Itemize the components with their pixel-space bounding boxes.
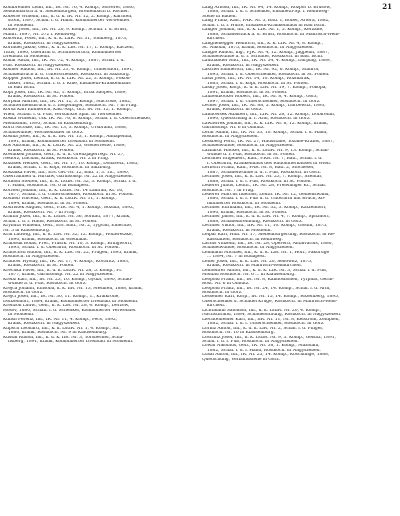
text-line: Schäf. i. d. r. Hüfte, Elisabeth-Krankenhaus in Bad Ischl.: [202, 23, 326, 28]
text-line: Oberrahmen u. Hirdaw, Garnisonsp. Nr. 22 in Nagyszeben.: [3, 175, 133, 180]
page-number: 21: [382, 2, 392, 11]
text-line: 1891, krank, Rostkoch. in St. Pölten.: [207, 90, 288, 95]
text-line: Kos Antonin, Inf., k. k. LstIR. Nr. 25, Wiederreste, 1889,: [3, 144, 126, 149]
text-line: 1883, Schäf. i. d. Kopf, Rostkoch. in St. Pölten.: [207, 81, 309, 86]
text-line: Lasky Josef, Korp., k. u. k. LIR. Nr. 19, 7. Komp., Pokopa,: [202, 86, 327, 91]
text-line: Mahrl. 1897, Nr. 572 i. Rennweg.: [3, 32, 77, 37]
text-line: Koska Wilhelm, Ulk. IR. Nr. 76, 8. Komp., Schaf. i. d. Oberschenkel,: [3, 117, 152, 122]
text-line: Schädelwunde, Rostkoch. in Nagyszeben.: [202, 246, 294, 251]
text-line: Köberle Wlhelm, Inf., k. u. k. IR. Nr. 12, 2. Komp., Kärnten,: [3, 14, 133, 19]
text-line: mbinierter Rostkoch. in Moldenh.: [207, 201, 282, 206]
text-line: Lowai Nikolaus, Gefr., IR. Nr. 38, 1. Komp., Mazolani,: [202, 344, 320, 349]
text-line: Lang Franz, Kan., FAR. Nr. 3, Batl. 1, Böber, Artera, 1882,: [202, 19, 330, 24]
text-line: Moldau Rostkoch. Nr. 6 ... in Klausenburg.: [202, 273, 296, 278]
text-line: Nr. 5 in Klausenburg.: [3, 228, 51, 233]
left-column: [3, 6, 198, 514]
text-line: Koszalka Pavel, Inf., Ers. GR.-Nr. 12, Batl. 1, 3. Tit., 1890,: [3, 170, 130, 175]
text-line: Nächstbrand, 1884, Schädelöffnung, Rostkoch. in Nagyszeben.: [202, 313, 342, 318]
text-line: Lüsal Anton, Inf., IR. Nr. 23, 14. Komp., Koschlinge, 1888,: [202, 353, 330, 358]
text-line: Lechner Viktor, Inf., IIR. Nr. 11, 10. Komp., Olöum, 1875,: [202, 224, 328, 229]
text-line: Schädelbruch a. d. Unterschenkel, Rostkoch. in Salzburg.: [3, 72, 130, 77]
text-line: Kratochvil Rudolf, Inf., k. k. LIR. Nr. 22, Prüged, 1895, krank,: [3, 250, 138, 255]
text-line: kasstaffen, Rostkoch. in Rennweg.: [207, 237, 283, 242]
text-line: Kohler Josef, Inf., IR. Nr. 20, 9. Komp., Schull. i. d. Brust,: [3, 28, 128, 33]
text-line: Lorinz Anton, Inf., k. u. k. LIR. Nr. 2, Schäf. i. d. Finger,: [202, 326, 324, 331]
text-line: Kulish Ferenz, Inf., IR. Nr. 11, 4. Komp., Pécs, 1892,: [3, 317, 118, 322]
text-line: krank, Rostkoch. in Görz.: [207, 108, 263, 113]
text-line: in Moldenh.: [8, 23, 35, 28]
text-line: Rostkoch. Nr. 7 in Prag.: [202, 188, 255, 193]
text-line: Kraffin Jozef, Inf., k. k. LstIR. Nr. 36, Sorkau, 1877, krank,: [3, 215, 131, 220]
text-line: Längle Rudolf, Ing., FJR. Nr. 4, 12. Komp., Jagpenn, 1887,: [202, 50, 330, 55]
text-line: Leintenrer Anton, Inf., k. u. k. LIR. Nr. 3, Schäf. i. d. Fuß,: [202, 268, 328, 273]
text-line: wunde a. d. Fuß, Rostkoch. in Görz.: [8, 282, 87, 287]
text-line: Leopold Franz, Inf., IR. Nr. 8, Kalmoshöhen, Tyrphat, Germ-: [202, 277, 334, 282]
text-line: Lehmann Michael, Inf., k. u. k. LIR. Nr. 1, Hofr., Fakuruge: [202, 250, 330, 255]
text-line: kirchen.: [207, 304, 226, 309]
text-line: Lecker Josef, Inf., IR. Nr. 88, 5. Komp., Darbewitz, 1893,: [202, 103, 326, 108]
text-line: Laszl Josef, Inf., IR. Nr. 14, 10. Komp., Rozmarak,: [202, 77, 311, 82]
text-line: Wien, Schäfl. i. d. Fuß, Verstärkte Spin. In Tierdenner.: [3, 112, 123, 117]
text-line: Kouristek August, Gefr., F.IR. Nr. 4, 1. Komp., Rozina, 1892,: [3, 206, 135, 211]
text-line: Lechner Josef, Inf., k. k. LIR. Nr. 23, 7. Komp., Szentar,: [202, 175, 323, 180]
text-line: 1897, Schäf. i. d. Unterschenkel, Rostkoch. in Görz.: [207, 99, 321, 104]
text-line: Kupsch Leonard, Inf., k. k. LstIR. Nr. 1, 4. Komp., Sa.,: [3, 326, 121, 331]
text-line: 1888, Schädelbrennung, Rostkoch. in Görz.: [207, 219, 303, 224]
text-line: Krejci Josef, Inf., IR. Nr. 30, 11. Komp., 1., Kralkrone,: [3, 295, 120, 300]
text-line: Krenzon Ludw., Gefr., k. k. LIR. Nr. 28, 4. Komp., Derzow,: [3, 304, 130, 309]
text-line: Kussal Rudolf, Inf., k. u. k. IIR. Nr. 3, Torsbecker, Schä-: [3, 335, 124, 340]
text-line: Kraticer Hyolay, Inf., IR. Nr. 17, 4. Komp., Kovaritz, 1883,: [3, 259, 130, 264]
text-line: 1887, Schädelwunde a. d. l. Fuß, Rostkoch. in Görz.: [207, 170, 321, 175]
text-line: stock, 1897, Schaf. i. d. Hand. Kombinierter Verwendet: [8, 19, 130, 24]
text-line: 1890, Quetschung a. r. Arm, Rostkoch. in Görz.: [207, 117, 311, 122]
text-line: Leiter Josef, Inf., k. k. LIR. Nr. 20, Sellowitz, 1875,: [202, 259, 313, 264]
text-line: Meldbaum, 1893, Schaf. in Klausenburg.: [3, 121, 93, 126]
text-line: Garnisonsp. Nr. 6 in Olmütz.: [202, 126, 265, 131]
text-line: Lessberg Ferd., IR. Nr. 27, Hausstäne, Tozane-Kräbis, 1887,: [202, 139, 334, 144]
text-line: Fuß. Rostkoch. in Nagyszeben.: [3, 63, 72, 68]
text-line: 1877, krank, Garnisonsp. Nr. 22 in Nagyszeben.: [8, 273, 114, 278]
text-line: Krebz Karl, Inf., IR. Nr. 23, 10. Komp., Gyula, 1890, Schäd-: [3, 277, 133, 282]
text-line: kirchen.: [207, 37, 226, 42]
text-line: Kotvieh Johann, Inf., k. k. LstIR. Nr. 14 Lalliraff, Kr. 16,: [3, 188, 124, 193]
text-line: Kolowitz, Peter, Inf., k. u. k. LiIR. Nr. 31, Tomberg, 1873,: [3, 37, 128, 42]
text-line: 1880, krank, Rostkoch. Nr. 9 in Klausenburg.: [8, 331, 108, 336]
text-line: Schäf. i. d. l. Fuß, Rostkoch. in Nagyszeben.: [202, 339, 299, 344]
text-line: krank, Rostkoch. in Nagyszeben.: [8, 41, 81, 46]
text-line: 1888, Schäf. i. d. l. Fuß, Rostkoch. in St. Pölten.: [207, 179, 312, 184]
text-line: r. Oberarm, Krankenhaus des Rudolfinerhauses in Wien.: [207, 161, 332, 166]
text-line: Korpula Andras, Inf., IR. Nr. 12, 3. Komp., Maccóde, 1882,: [3, 99, 132, 104]
text-line: tisker, 1882, Schäfl. i. d. r. Knie, Elisabeth-Krankenhaus: [8, 81, 131, 86]
text-line: Sendomarsch a. d. Siebenburgen, Breitenbach b. Röcker.: [3, 10, 129, 15]
text-line: Lessemer Karl, Korp., IR. Nr. 15, 14. Komp., Rozenberg, 1895,: [202, 295, 340, 300]
text-line: Rostkoch. in Görz.: [202, 291, 243, 295]
text-line: krank, Rostkoch. in St. Pölten.: [8, 95, 75, 100]
text-line: Rostkoch. Nr. 10 in Klausenburg.: [202, 331, 275, 336]
right-column: [202, 6, 397, 514]
text-line: 1888, Schäf. i. d. r. Schenkel, Elisabeth-Sp. i. Rennweg-: [207, 10, 329, 15]
text-line: Lerar Adam, Inf., IR. Nr. 33, 10. Komp., Schäf. i. d. Hand,: [202, 130, 328, 135]
text-line: Leopold Franz, Inf., IR. Nr. 24, 14. Komp., Schaf. i. d. Arm,: [202, 286, 331, 291]
text-line: krank, Rostkoch. in St. Pölten.: [8, 148, 75, 153]
text-line: Donzendorf, 1884, krank, Kombinierter Dreiblatt in Moldenh.: [3, 299, 139, 304]
text-line: wunde d. r. Fuß, Rostkoch. in St. Pölten.: [207, 152, 296, 157]
text-line: Kortl Nicolae, Inf., IR. Nr. 13, 3. Komp., Ursbrand, 1888,: [3, 126, 127, 131]
text-line: Lichtmann Salomon, Inf., k. k. LstIR. Nr. 20, 4. Komp.,: [202, 308, 322, 313]
text-line: Schädelwunde a. d. r. Schulter, Rostkoch. in Bad. Ischl.: [202, 54, 324, 59]
text-line: krank, Schäf. 1. d. Kopf, Rostkoch. in Salzburg.: [8, 166, 112, 171]
text-line: Stelle in Baden.: [202, 14, 237, 19]
text-line: Lauthander Rud., Inf., IR. Nr. 34, 4. Komp., Darpiag, 1889,: [202, 59, 331, 64]
text-line: Lechner Janos, Inf., k. u. k. LIR. Nr. 4, 7. Komp., Spitzdorf,: [202, 215, 330, 220]
text-line: Loschitz Josef, Inf., k. k. LstIR. Nr. 9, 3. Komp., Gelsitz, 1891,: [202, 335, 336, 340]
text-line: Krechka Pavel, Inf., k. u. k. LstIR. Nr. 28, 5. Komp., Fr.: [3, 268, 123, 273]
text-line: Kosma Josef, Inf., k. u. k. IIR. Nr. 13, 1. Komp., Almapenna,: [3, 135, 133, 140]
text-line: Kollner Rudolf, Inf., IR. Nr. 21, 4. Komp., Ulmersdorf, 1891,: [3, 68, 134, 73]
text-line: Schultermensbruch u. r. Zeigefinger, Rostkoch. Nr. 7 in Prag.: [3, 103, 138, 108]
text-line: 1895, Schäf. i. d. Oberschenkel, Rostkoch. in St. Pölten.: [207, 72, 330, 77]
text-line: krank, Rostkoch. Nr. 7 in Prag.: [8, 210, 76, 215]
text-line: Laschel Emmerich, Inf., IR. Nr. 92, 6. Komp., Stanrol,: [202, 68, 320, 73]
text-line: Krejca Johann, Ehisoba, k. k. IIR. Nr. 13, Mesllfen, 1888, krank,: [3, 286, 143, 291]
text-line: Schädelwunde, Rostkoch. in Nagyszeben.: [202, 144, 294, 149]
text-line: Tittis, 1890, Oberarm u. Schulterbruch, Kombiniertes: [3, 50, 122, 55]
text-line: Kouneb Vincenz, Gefr., k. k. LstIR. Nr. 11, 1. Komp.,: [3, 197, 117, 202]
text-line: Krabosik Bolas, Frei., Prasrk. Nr. 10, 3. Komp., Bringworn,: [3, 242, 133, 247]
text-line: 1882, Schäf. i. d. l. Unterschenkel, Rostkoch. in Görz.: [207, 322, 325, 327]
text-line: Kryndta Wilhelm, Gefr., Ers. Batl., Nr. 2, Tygvan, Emeritte,: [3, 224, 133, 229]
text-line: in Moldenh.: [8, 313, 35, 318]
text-line: Langhenegger Heinrich, Inf., k. k. LIR. Nr. 4, 8. Komp.,: [202, 41, 323, 46]
text-line: Schadwunde, Wechselbäder in Görz.: [3, 130, 84, 135]
text-line: Lawawrek Johann, Inf., k. k. LIR. Nr. 8, 12. Komp., krank,: [202, 121, 328, 126]
text-line: Kotmon Steffen, Inf., k. k. LstIR. Nr. 32, 3. Komp., Schaf. i. d.: [3, 179, 137, 184]
text-line: Oberschenkel u. Schädel Kruge, Rostkoch. in Mährisch-Weiß-: [202, 299, 338, 304]
text-line: 1882, Schäf. i. d. l. Hand, Rostkoch. in Nagyszeben.: [207, 348, 321, 353]
text-line: fisberg, 1891, krank, Kombinierter Dreiblatt in Moldenh.: [8, 339, 134, 344]
text-line: 1890, krank, Rostkoch. in St. Pölten.: [207, 210, 288, 215]
text-line: Lanhowsek Adalbert, Inf., LIR. Nr. 28, 12. Komp., Dobirenin,: [202, 112, 335, 117]
text-line: 1893, Schaf. i. d. Oberarm, Rostkoch. in St. Pölten.: [8, 246, 120, 251]
text-line: 1890, krank, Rostkoch. in Wiedfaiat.: [8, 237, 89, 242]
text-line: Körmdel Jakob, Gefr., k. u. k. LIR. Nr. 17, 1. Komp., Kaczen,: [3, 46, 134, 51]
text-line: Rostkoch. in Nagyszeben.: [202, 135, 259, 140]
text-line: Kopf Josef, Inf., IR. Nr. 82, 1. Komp., Erba Sáopes, 1889,: [3, 90, 127, 95]
text-line: Korsa Karl Emmerich, Kad.-Asp., Grz. IR. Nr. 12, 1. Komp.,: [3, 108, 133, 113]
text-line: Lederer Marcus Ildefons, Leutn. IR. Nr. 12, Gemenswand,: [202, 193, 330, 198]
text-line: Rostkoch. in Nagyszeben.: [3, 255, 60, 260]
text-line: Kozasek Wenzel, Gefr., IR. Nr. 17, 10. Komp., Donavetz, 1885,: [3, 161, 139, 166]
text-line: Lachis Vinzenz, Inf., IR. Nr. 28, Operern, Antalvarius, 1880,: [202, 242, 333, 247]
text-line: in Bad Ischl.: [8, 86, 36, 91]
text-line: Quetschung, Verbandstelle in Görz.: [202, 357, 281, 362]
text-line: Kohlbrenner Lean, Inf., IR. Nr. 76, 4. Komp., Sölverer, 1880,: [3, 6, 135, 10]
text-line: Rostkoch. in Görz.: [3, 291, 44, 295]
text-line: krank, Rostkoch. in Mährisch-Weißkirchen.: [207, 264, 302, 269]
text-line: Lederer Julius, Leutn., IR. Nr. 28, Freiwilliger Kr., Schäf.: [202, 184, 326, 189]
text-line: krank, Rostkoch. in St. Pölten.: [8, 264, 75, 269]
text-line: Lang Arnold, Inf., IR. Nr. 94, 14. Komp., Rozpor b. Brüsow,: [202, 6, 331, 10]
text-line: 1877, Schäfl. i. d. Unterschenkel, Rostkoch. in St. Pölten.: [8, 193, 134, 198]
text-line: Kral Ludwig, Inf., k. k. LIR. Nr. 32, 12. Komp., Wolawetzke,: [3, 233, 133, 238]
text-line: Lechner Ehrmann, Inf., IR. Nr. 32, 3. Komp., Katzendorf,: [202, 206, 327, 211]
text-line: krank, Rostkoch. in Nagyszeben.: [207, 63, 280, 68]
text-columns: [3, 6, 397, 514]
text-line: krank, Rostkoch. in Nagyszeben.: [8, 322, 81, 327]
text-line: Schäf. i. d. r. Hand, Rostkoch. in St. Pölten.: [3, 219, 98, 224]
text-line: 1880, Schäf. i. d. r. Fuß u. d. Unterarm mit Bruch, Ko-: [207, 197, 326, 202]
text-line: 1894, krank, Rostkoch. in St. Pölten.: [8, 201, 89, 206]
text-line: Kopper Jozef, Lefitta, k. u. k. LIR. Nr. 22, 3. Komp., Pokon-: [3, 77, 131, 82]
text-line: Langer Johann, Inf., k. k. LIR. Nr. 1, 5. Komp., Kerzane,: [202, 28, 324, 33]
text-line: Leichner Engelbert, Kan., F.KR. Nr. 7, Batl., Schäf. i. d.: [202, 157, 323, 162]
text-line: Kowalken Johann, Gefr., k. u. k. Grenzjägerregt. Nr. 27,: [3, 152, 125, 157]
text-line: Leipar Karl, Hülf. Nr. 17, Siebenbürgerung, Rostkoch. in Re-: [202, 233, 336, 238]
text-line: Lazhardt Wacker, Inf., k. k. LstIR. Nr. 9, 13. Komp., Schaf-: [202, 148, 329, 153]
text-line: St. Nikolai, 1875, krank, Rostkoch. in Nagyszeben.: [202, 46, 314, 51]
text-line: Dreiblatt in Moldenh.: [3, 54, 51, 59]
text-line: Lerbsch Franz, Kan., FAR. Nr. 8, Batl. 2, Stocnesel,: [202, 166, 315, 171]
text-line: Laubenbocker Robert, Inf., IR. Nr. 8, 4. Komp., Görz,: [202, 95, 318, 100]
text-line: krank, Rostkoch. in Moldenh.: [207, 228, 272, 233]
text-line: Liechtenfelder Karl, Inf., IIR. Nr. 11, Nr. 8, Kelstrom, Zemplén,: [202, 317, 340, 322]
text-line: Kollár Antal, Inf., IR. Nr. 72, 4. Komp., 1887, Schaf. i. d.: [3, 59, 125, 64]
text-line: 1891, krank, Kombinierter Dreiblatt in Moldenh.: [8, 139, 116, 144]
text-line: Hosov, 1880, Schäfl. i. d. Schenkel, Kombinierter Verwendet: [3, 308, 136, 313]
text-line: Nedorz, Dachau, krank, Rostkoch. Nr. 2 in Prag.: [3, 157, 110, 162]
text-line: ... 1894, Nr. 7 in Budapest.: [207, 255, 266, 260]
text-line: Rost. Nr. 6 in Olmütz.: [202, 282, 250, 287]
text-line: 1888, Schädelstück a. d. Brust, Rostkoch. in Mährisch-Weiß-: [207, 32, 340, 37]
text-line: r. Hand, Rostkoch. Nr. 6 in Budapest.: [8, 184, 90, 189]
